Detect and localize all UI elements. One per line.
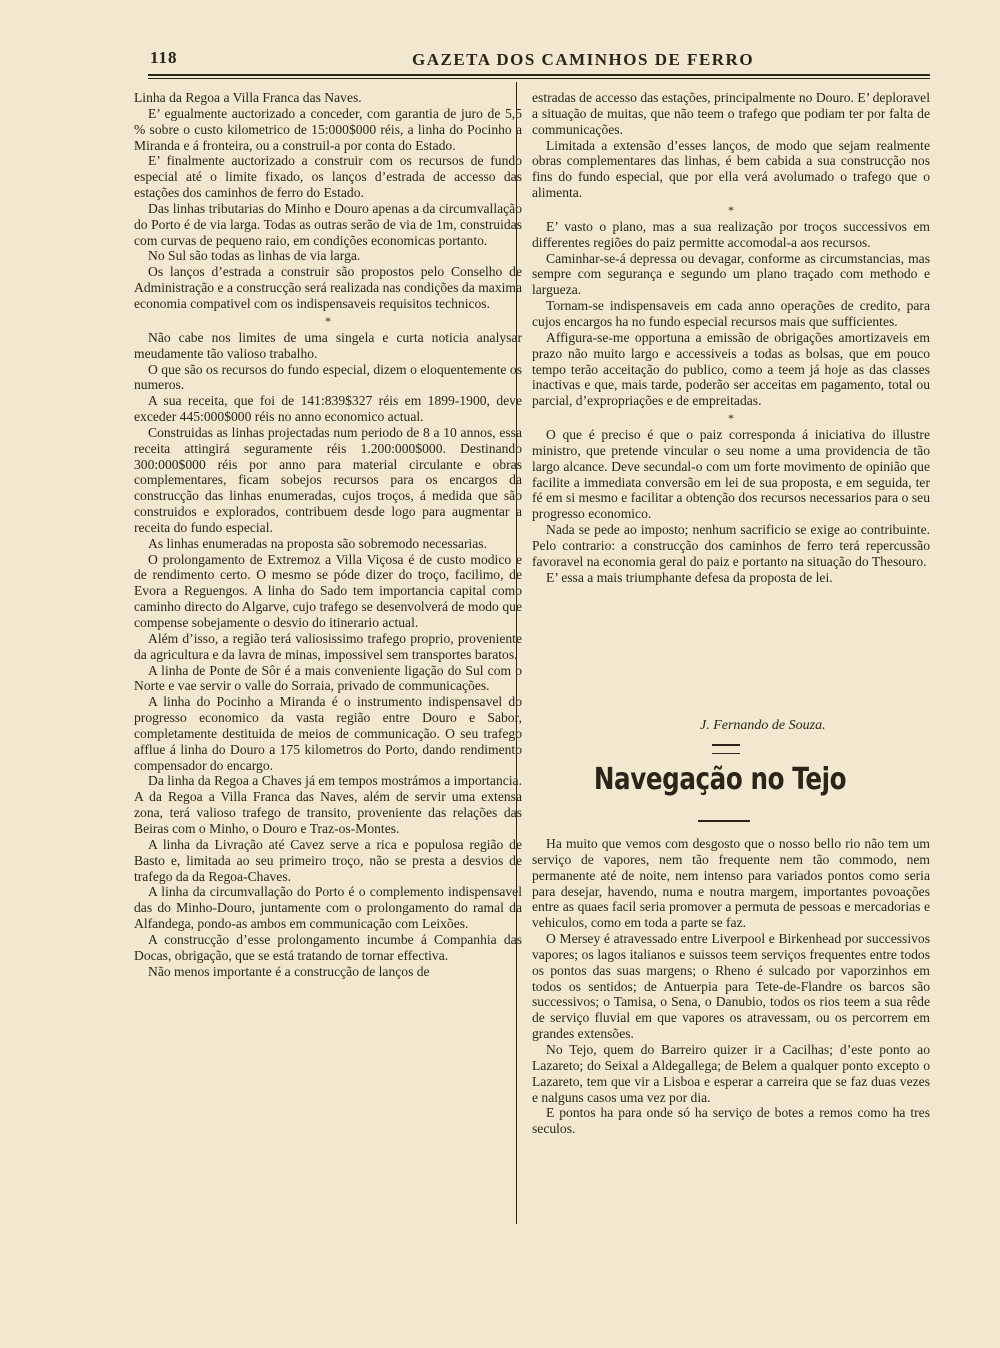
section-body — [532, 836, 930, 1137]
paragraph: O prolongamento de Extremoz a Villa Viçosa é de custo modico e de rendimento certo. O mesmo se póde dizer do troço, facilimo, de Evora a Reguengos. A linha do Sado tem importancia capital como caminho directo do Algarve, cujo trafego se desenvolverá de modo que compense sobejamente o desvio do itinerario actual. — [134, 551, 522, 630]
paragraph: A linha de Ponte de Sôr é a mais conveniente ligação do Sul com o Norte e vae servir o valle do Sorraia, privado de communicações. — [134, 662, 522, 694]
paragraph: O Mersey é atravessado entre Liverpool e Birkenhead por successivos vapores; os lagos italianos e suissos teem serviços frequentes entre todos os pontos das suas margens; o Rheno é sulcado por vaporzinhos em todos os sentidos; de Antuerpia para Tete-de-Flandre os barcos são successivos; o Tamisa, o Sena, o Danubio, todos os rios teem a sua rêde de serviço fluvial em que vapores os atravessam, ou os percorrem em grandes extensões. — [532, 931, 930, 1042]
paragraph: Caminhar-se-á depressa ou devagar, conforme as circumstancias, mas sempre com segurança e segundo um plano traçado com methodo e largueza. — [532, 250, 930, 298]
paragraph: Construidas as linhas projectadas num periodo de 8 a 10 annos, essa receita attingirá seguramente réis 1.200:000$000. Destinando 300:000$000 réis por anno para material circulante e obras complementares, ficam sobejos recursos para os encargos da construcção das linhas enumeradas, cujos troços, á medida que são construidos e explorados, contribuem desde logo para augmentar a receita do fundo especial. — [134, 424, 522, 535]
paragraph: Da linha da Regoa a Chaves já em tempos mostrámos a importancia. A da Regoa a Villa Franca das Naves, além de servir uma extensa zona, terá valioso trafego de transito, proveniente das relações das Beiras com o Minho, o Douro e Traz-os-Montes. — [134, 773, 522, 836]
page-number: 118 — [150, 48, 178, 67]
header-rule-thin — [148, 78, 930, 79]
paragraph: E’ vasto o plano, mas a sua realização por troços successivos em differentes regiões do paiz permitte accomodal-a aos recursos. — [532, 218, 930, 250]
paragraph: Nada se pede ao imposto; nenhum sacrificio se exige ao contribuinte. Pelo contrario: a construcção dos caminhos de ferro terá repercussão favoravel na economia geral do paiz e portanto na situação do Thesouro. — [532, 522, 930, 569]
paragraph: No Sul são todas as linhas de via larga. — [148, 248, 361, 264]
paragraph: Affigura-se-me opportuna a emissão de obrigações amortizaveis em prazo não muito largo e accessiveis a todas as bolsas, que em pouco tempo terão acceitação do publico, como a teem já hoje as das classes inactivas e que, mais tarde, poderão ser acceitas em pagamento, total ou parcial, d’expropriações e de empreitadas. — [532, 329, 930, 409]
paragraph: O que é preciso é que o paiz corresponda á iniciativa do illustre ministro, que pretende vincular o seu nome a uma providencia de tão largo alcance. Deve secundal-o com um forte movimento de opinião que facilite a immediata conversão em lei de sua proposta, e em seguida, ter fé em si mesmo e facilitar a obtenção dos recursos necessarios para o seu progresso economico. — [532, 427, 930, 522]
paragraph: Linha da Regoa a Villa Franca das Naves. — [134, 90, 362, 105]
paragraph: A sua receita, que foi de 141:839$327 réis em 1899-1900, deve exceder 445:000$000 réis no anno economico actual. — [134, 393, 522, 425]
paragraph: Tornam-se indispensaveis em cada anno operações de credito, para cujos encargos ha no fundo especial recursos mais que sufficientes. — [532, 298, 930, 329]
header-rule — [148, 74, 930, 76]
paragraph: E pontos ha para onde só ha serviço de botes a remos como ha tres seculos. — [532, 1105, 930, 1137]
ornament-divider — [712, 744, 740, 754]
paragraph: Os lanços d’estrada a construir são propostos pelo Conselho de Administração e a construcção será realizada nas condições da maxima economia compativel com os indispensaveis requisitos technicos. — [134, 264, 522, 311]
paragraph: E’ finalmente auctorizado a construir com os recursos de fundo especial até o limite fixado, os lanços d’estrada de accesso das estações dos caminhos de ferro do Estado. — [134, 153, 522, 201]
paragraph: E’ essa a mais triumphante defesa da proposta de lei. — [546, 569, 833, 585]
section-separator: * — [325, 313, 331, 328]
paragraph: Das linhas tributarias do Minho e Douro apenas a da circumvallação do Porto é de via larga. Todas as outras serão de via de 1m, construidas com curvas de pequeno raio, em condições economicas portanto. — [134, 200, 522, 248]
paragraph: estradas de accesso das estações, principalmente no Douro. E’ deploravel a situação de muitas, que não teem o trafego que podiam ter por falta de communicações. — [532, 90, 930, 137]
paragraph: No Tejo, quem do Barreiro quizer ir a Cacilhas; d’este ponto ao Lazareto; do Seixal a Aldegallega; de Belem a qualquer ponto excepto o Lazareto, tem que vir a Lisboa e esperar a carreira que se faz duas vezes e nalguns casos uma vez por dia. — [532, 1041, 930, 1105]
section-separator: * — [728, 411, 734, 426]
section-title: Navegação no Tejo — [593, 762, 847, 797]
paragraph: Além d’isso, a região terá valiosissimo trafego proprio, proveniente da agricultura e da lavra de minas, impossivel sem transportes baratos. — [134, 630, 522, 662]
left-column — [134, 90, 522, 979]
section-separator: * — [728, 202, 734, 217]
author-signature: J. Fernando de Souza. — [700, 718, 826, 733]
paragraph: A linha do Pocinho a Miranda é o instrumento indispensavel do progresso economico da vasta região entre Douro e Sabor, completamente destituida de meios de communicação. O seu trafego afflue á linha do Douro a 175 kilometros do Porto, dando rendimento compensador do encargo. — [134, 694, 522, 773]
paragraph: A linha da circumvallação do Porto é o complemento indispensavel das do Minho-Douro, juntamente com o prolongamento do ramal da Alfandega, pondo-as ambos em communicação com Leixões. — [134, 884, 522, 932]
paragraph: E’ egualmente auctorizado a conceder, com garantia de juro de 5,5 % sobre o custo kilometrico de 15:000$000 réis, a linha do Pocinho a Miranda e á fronteira, ou a construil-a por conta do Estado. — [134, 105, 522, 153]
paragraph: Não menos importante é a construcção de lanços de — [148, 963, 430, 979]
paragraph: O que são os recursos do fundo especial, dizem o eloquentemente os numeros. — [134, 361, 522, 393]
paragraph: A linha da Livração até Cavez serve a rica e populosa região de Basto e, limitada ao seu primeiro troço, não se presta a desvios de trafego da da Regoa-Chaves. — [134, 836, 522, 884]
paragraph: Ha muito que vemos com desgosto que o nosso bello rio não tem um serviço de vapores, nem tão frequente nem tão commodo, nem permanente até de noite, nem intenso para variados pontos como seria para desejar, havendo, numa e noutra margem, importantes povoações entre as quaes facil seria promover a permuta de pessoas e mercadorias e vehiculos, como em toda a parte se faz. — [532, 836, 930, 931]
paragraph: Limitada a extensão d’esses lanços, de modo que sejam realmente obras complementares das linhas, é bem cabida a sua construcção nos fins do fundo especial, que por ella verá avolumado o trafego que o alimenta. — [532, 137, 930, 201]
paragraph: As linhas enumeradas na proposta são sobremodo necessarias. — [148, 535, 487, 551]
right-column — [532, 90, 930, 585]
paragraph: A construcção d’esse prolongamento incumbe á Companhia das Docas, obrigação, que se está tratando de tornar effectiva. — [134, 931, 522, 963]
title-rule — [698, 820, 750, 822]
masthead: GAZETA DOS CAMINHOS DE FERRO — [412, 50, 755, 69]
paragraph: Não cabe nos limites de uma singela e curta noticia analysar meudamente tão valioso trabalho. — [134, 329, 522, 361]
